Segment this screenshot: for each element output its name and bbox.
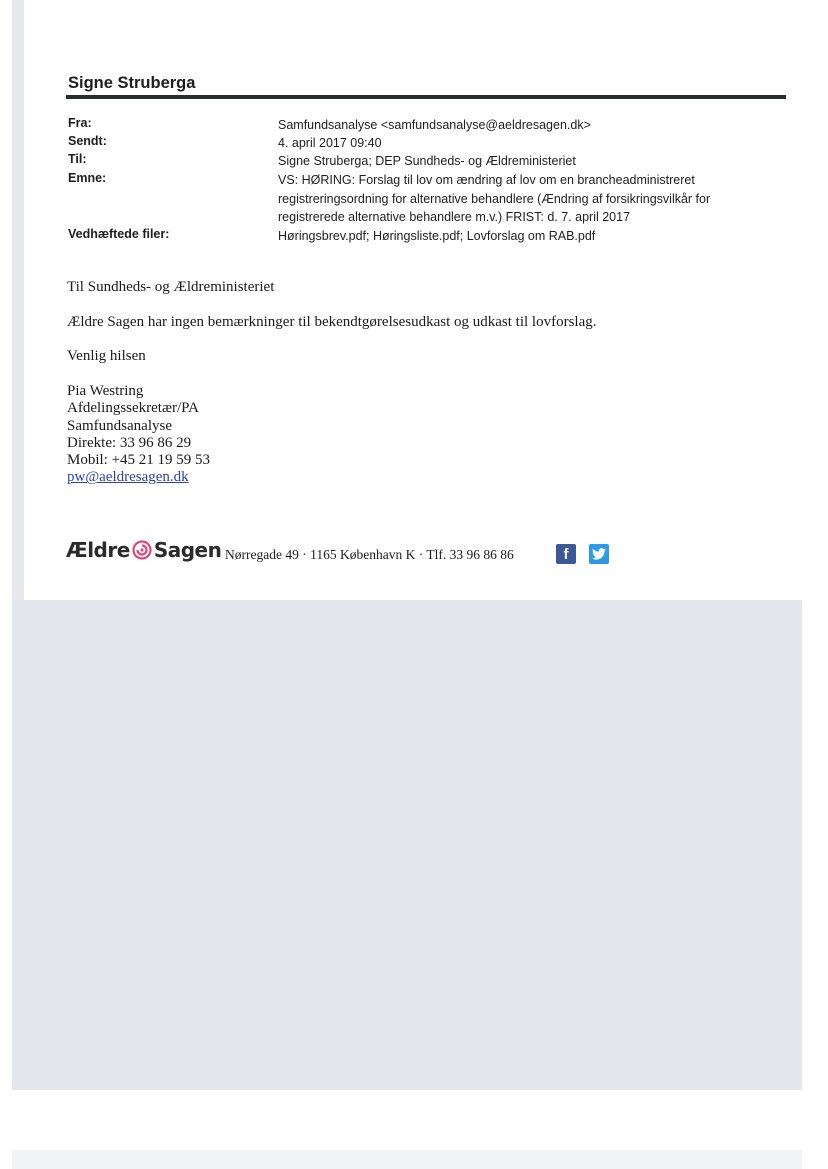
closing: Venlig hilsen bbox=[67, 348, 146, 364]
signature-direct-phone: Direkte: 33 96 86 29 bbox=[67, 434, 192, 451]
greeting: Til Sundheds- og Ældreministeriet bbox=[67, 279, 275, 295]
logo-text-part2: Sagen bbox=[153, 538, 222, 562]
header-value-subject: VS: HØRING: Forslag til lov om ændring af lov om en brancheadministreret registreringsordning for alternative behandlere (Ændring af forsikringsvilkår for registrerede alternative behandlere m.v.) FRIST: d. 7. april 2017 bbox=[278, 173, 711, 224]
footer-address: Nørregade 49 · 1165 København K · Tlf. 33 96 86 86 bbox=[225, 547, 514, 562]
signature-name: Pia Westring bbox=[67, 383, 144, 399]
header-label-sent: Sendt: bbox=[68, 134, 107, 148]
twitter-icon[interactable] bbox=[589, 544, 609, 564]
scan-bottom-strip bbox=[12, 1150, 802, 1169]
signature-department: Samfundsanalyse bbox=[67, 417, 172, 434]
body-paragraph: Ældre Sagen har ingen bemærkninger til bekendtgørelsesudkast og udkast til lovforslag. bbox=[67, 314, 597, 330]
header-value-to: Signe Struberga; DEP Sundheds- og Ældreministeriet bbox=[278, 154, 576, 168]
swirl-icon bbox=[132, 540, 152, 560]
signature-title: Afdelingssekretær/PA bbox=[67, 400, 199, 417]
header-label-to: Til: bbox=[68, 152, 87, 166]
logo-text-part1: Ældre bbox=[66, 538, 130, 562]
header-label-subject: Emne: bbox=[68, 171, 107, 185]
scan-left-edge bbox=[12, 0, 24, 600]
header-label-from: Fra: bbox=[68, 116, 92, 130]
aeldre-sagen-logo bbox=[66, 538, 221, 562]
sender-name: Signe Struberga bbox=[68, 74, 196, 92]
signature-email-link[interactable]: pw@aeldresagen.dk bbox=[67, 469, 189, 486]
signature-mobile-phone: Mobil: +45 21 19 59 53 bbox=[67, 452, 211, 469]
facebook-icon[interactable]: f bbox=[556, 544, 576, 564]
header-value-from: Samfundsanalyse <samfundsanalyse@aeldresagen.dk> bbox=[278, 118, 591, 132]
header-value-attachments: Høringsbrev.pdf; Høringsliste.pdf; Lovforslag om RAB.pdf bbox=[278, 229, 596, 243]
header-rule bbox=[66, 95, 786, 99]
header-value-sent: 4. april 2017 09:40 bbox=[278, 136, 382, 150]
scan-blank-area bbox=[12, 600, 802, 1090]
signature-block bbox=[67, 383, 210, 487]
header-label-attachments: Vedhæftede filer: bbox=[68, 227, 170, 241]
